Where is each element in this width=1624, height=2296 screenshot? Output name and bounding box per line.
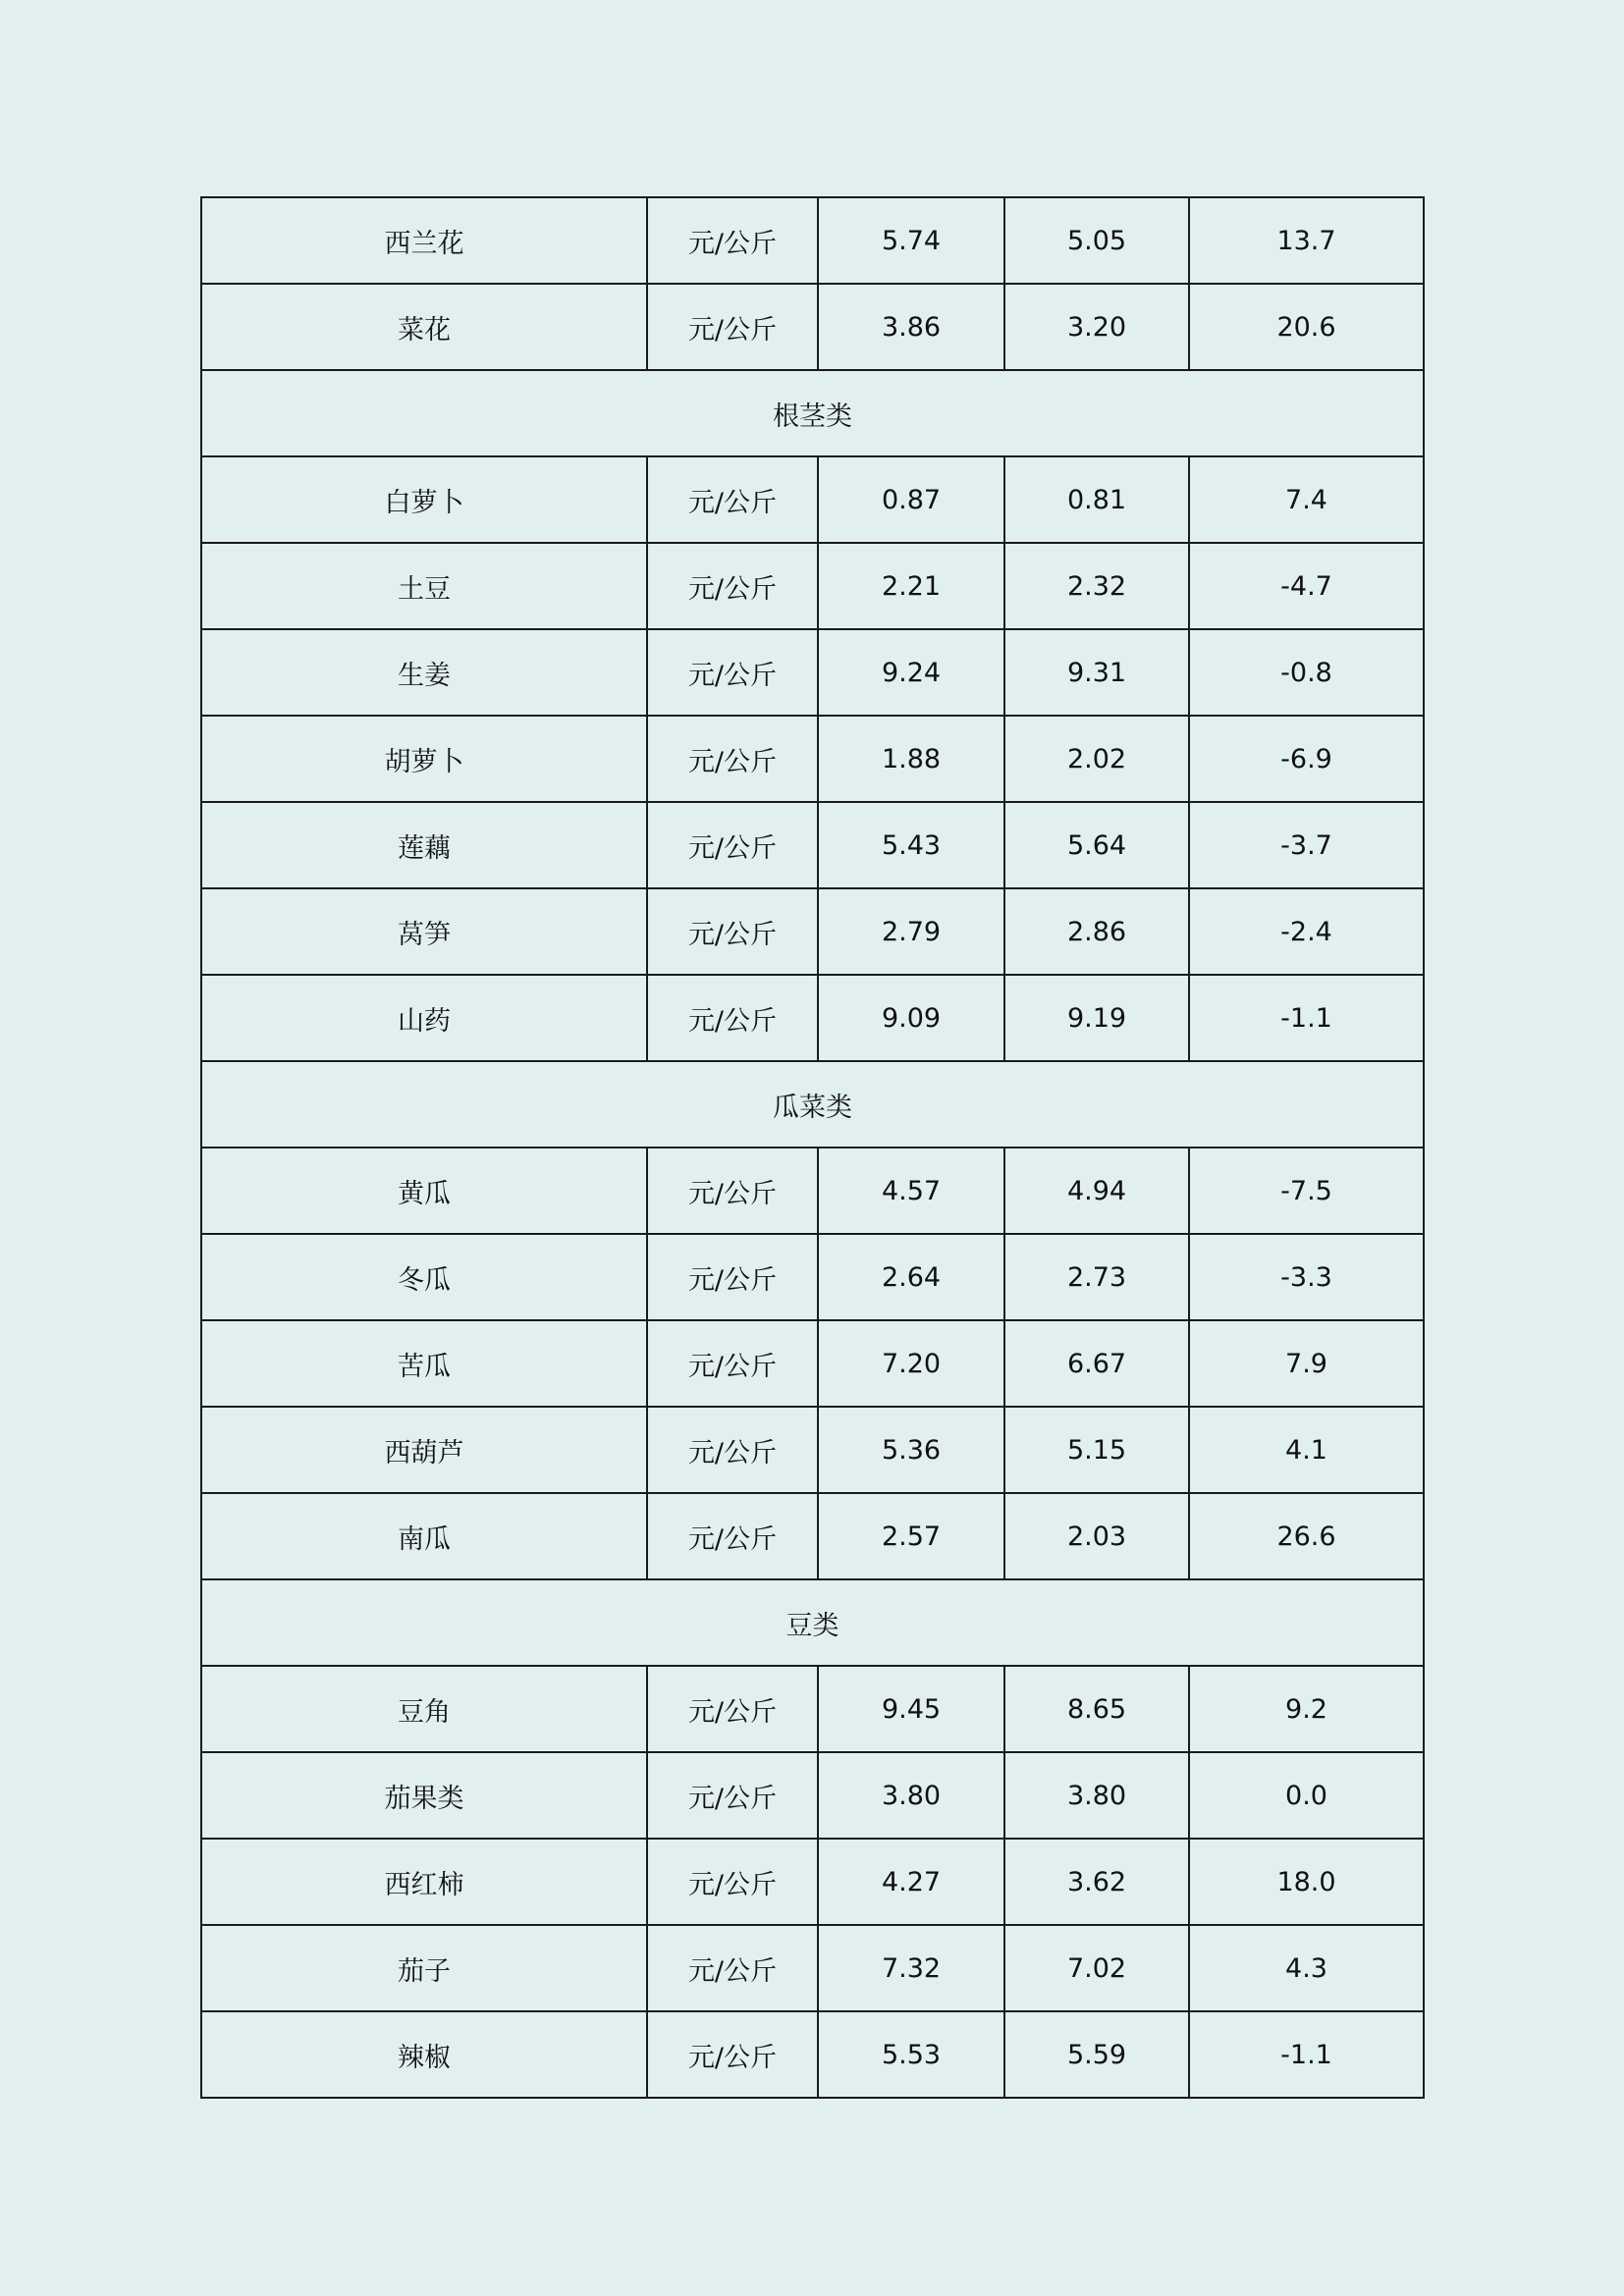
table-row [201,284,1424,370]
item-unit: 元/公斤 [647,1320,818,1407]
item-unit: 元/公斤 [647,1407,818,1493]
item-name: 辣椒 [201,2011,647,2098]
table-row [201,716,1424,802]
item-unit: 元/公斤 [647,284,818,370]
item-change: 4.3 [1189,1925,1424,2011]
item-price-current: 5.74 [818,197,1004,284]
item-unit: 元/公斤 [647,1148,818,1234]
item-name: 茄果类 [201,1752,647,1839]
item-name: 西兰花 [201,197,647,284]
item-change: -0.8 [1189,629,1424,716]
item-change: 4.1 [1189,1407,1424,1493]
item-change: -2.4 [1189,888,1424,975]
item-change: -1.1 [1189,975,1424,1061]
item-unit: 元/公斤 [647,2011,818,2098]
item-change: 0.0 [1189,1752,1424,1839]
item-name: 南瓜 [201,1493,647,1579]
item-name: 西葫芦 [201,1407,647,1493]
item-name: 冬瓜 [201,1234,647,1320]
table-row [201,1320,1424,1407]
item-price-previous: 5.64 [1004,802,1189,888]
table-row [201,2011,1424,2098]
item-change: 13.7 [1189,197,1424,284]
item-change: -6.9 [1189,716,1424,802]
item-price-current: 4.27 [818,1839,1004,1925]
item-name: 白萝卜 [201,456,647,543]
item-price-current: 3.80 [818,1752,1004,1839]
table-row [201,1234,1424,1320]
section-heading: 瓜菜类 [201,1061,1424,1148]
item-name: 茄子 [201,1925,647,2011]
item-price-previous: 2.03 [1004,1493,1189,1579]
item-name: 山药 [201,975,647,1061]
table-row [201,1752,1424,1839]
item-price-previous: 7.02 [1004,1925,1189,2011]
item-price-previous: 5.15 [1004,1407,1189,1493]
item-name: 黄瓜 [201,1148,647,1234]
item-price-current: 5.53 [818,2011,1004,2098]
item-price-current: 2.64 [818,1234,1004,1320]
table-row [201,543,1424,629]
table-row [201,975,1424,1061]
item-unit: 元/公斤 [647,802,818,888]
item-price-previous: 9.31 [1004,629,1189,716]
item-price-previous: 3.62 [1004,1839,1189,1925]
item-price-previous: 0.81 [1004,456,1189,543]
item-name: 莲藕 [201,802,647,888]
item-price-current: 9.24 [818,629,1004,716]
item-price-current: 9.09 [818,975,1004,1061]
item-price-current: 0.87 [818,456,1004,543]
item-name: 豆角 [201,1666,647,1752]
item-price-previous: 5.59 [1004,2011,1189,2098]
item-price-previous: 3.80 [1004,1752,1189,1839]
table-row [201,1407,1424,1493]
item-unit: 元/公斤 [647,456,818,543]
item-change: 7.4 [1189,456,1424,543]
table-row [201,1666,1424,1752]
item-price-previous: 8.65 [1004,1666,1189,1752]
item-unit: 元/公斤 [647,1234,818,1320]
table-row [201,802,1424,888]
item-change: -4.7 [1189,543,1424,629]
item-price-current: 7.32 [818,1925,1004,2011]
item-price-current: 5.36 [818,1407,1004,1493]
item-price-current: 7.20 [818,1320,1004,1407]
item-price-previous: 2.73 [1004,1234,1189,1320]
item-price-previous: 3.20 [1004,284,1189,370]
item-unit: 元/公斤 [647,975,818,1061]
item-name: 西红柿 [201,1839,647,1925]
item-name: 苦瓜 [201,1320,647,1407]
item-price-current: 2.79 [818,888,1004,975]
section-heading: 豆类 [201,1579,1424,1666]
item-unit: 元/公斤 [647,1666,818,1752]
table-row [201,1925,1424,2011]
item-unit: 元/公斤 [647,1925,818,2011]
item-unit: 元/公斤 [647,197,818,284]
item-unit: 元/公斤 [647,1752,818,1839]
item-unit: 元/公斤 [647,716,818,802]
item-price-current: 4.57 [818,1148,1004,1234]
item-change: 26.6 [1189,1493,1424,1579]
item-change: 20.6 [1189,284,1424,370]
item-change: -3.3 [1189,1234,1424,1320]
item-change: -1.1 [1189,2011,1424,2098]
section-heading: 根茎类 [201,370,1424,456]
table-row [201,629,1424,716]
item-change: -7.5 [1189,1148,1424,1234]
table-row [201,456,1424,543]
item-price-previous: 2.02 [1004,716,1189,802]
item-price-previous: 6.67 [1004,1320,1189,1407]
item-unit: 元/公斤 [647,1493,818,1579]
item-price-current: 2.21 [818,543,1004,629]
item-price-current: 1.88 [818,716,1004,802]
table-row [201,1839,1424,1925]
item-price-previous: 2.86 [1004,888,1189,975]
item-price-previous: 9.19 [1004,975,1189,1061]
item-unit: 元/公斤 [647,629,818,716]
item-unit: 元/公斤 [647,888,818,975]
item-price-previous: 2.32 [1004,543,1189,629]
item-change: -3.7 [1189,802,1424,888]
item-price-current: 2.57 [818,1493,1004,1579]
table-row [201,197,1424,284]
section-row [201,370,1424,456]
item-name: 莴笋 [201,888,647,975]
section-row [201,1061,1424,1148]
item-price-current: 5.43 [818,802,1004,888]
item-change: 18.0 [1189,1839,1424,1925]
table-row [201,1493,1424,1579]
item-price-current: 9.45 [818,1666,1004,1752]
item-name: 菜花 [201,284,647,370]
item-unit: 元/公斤 [647,1839,818,1925]
item-change: 7.9 [1189,1320,1424,1407]
item-name: 生姜 [201,629,647,716]
item-name: 土豆 [201,543,647,629]
item-name: 胡萝卜 [201,716,647,802]
section-row [201,1579,1424,1666]
table-row [201,1148,1424,1234]
item-unit: 元/公斤 [647,543,818,629]
table-row [201,888,1424,975]
item-price-previous: 5.05 [1004,197,1189,284]
price-table [200,196,1425,2099]
item-price-previous: 4.94 [1004,1148,1189,1234]
item-change: 9.2 [1189,1666,1424,1752]
item-price-current: 3.86 [818,284,1004,370]
